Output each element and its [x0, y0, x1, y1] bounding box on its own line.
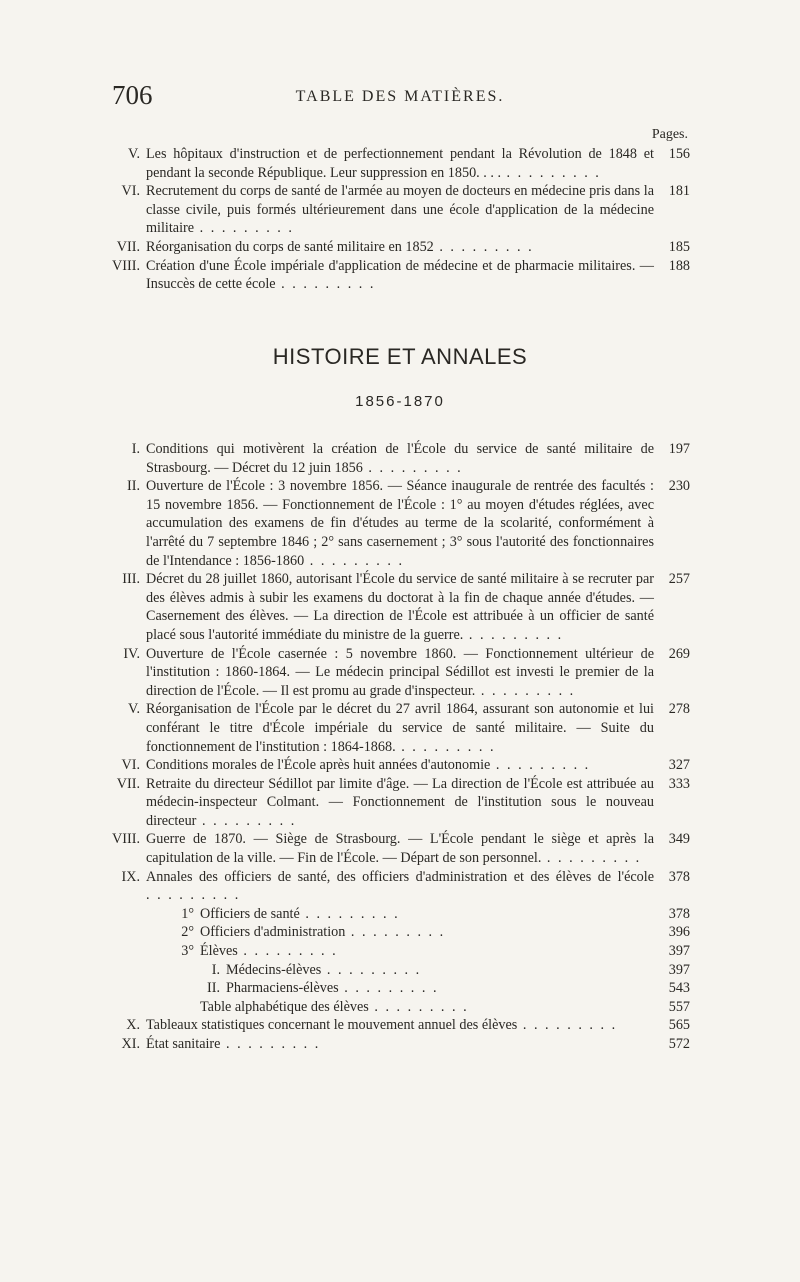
toc-entry-text: Retraite du directeur Sédillot par limite d'âge. — La direction de l'École est attribuée au médecin-inspecteur Colmant. — Fonctionnement de l'institution sous le nouveau directeur: [146, 775, 654, 829]
toc-entry-number: X.: [126, 1017, 140, 1034]
toc-entry-number: V.: [128, 701, 140, 718]
leader-dots: . . . . . . . . .: [196, 812, 297, 829]
toc-entry-page: 397: [668, 961, 690, 978]
toc-entry-number: 3°: [181, 943, 194, 960]
toc-entry: [110, 775, 690, 831]
toc-entry-text: Élèves: [200, 943, 238, 960]
toc-entry: [110, 1035, 690, 1054]
toc-entry-page: 278: [668, 701, 690, 718]
toc-entry-text: Conditions qui motivèrent la création de l'École du service de santé militaire de Strasbourg. — Décret du 12 juin 1856: [146, 441, 654, 476]
toc-entry-text: Table alphabétique des élèves: [200, 998, 369, 1015]
toc-entry-number: V.: [128, 146, 140, 162]
toc-entry-number: VII.: [116, 775, 140, 792]
toc-entry-page: 349: [668, 831, 690, 848]
leader-dots: . . . . . . . . .: [321, 961, 422, 978]
leader-dots: . . . . . . . . .: [368, 998, 469, 1015]
toc-entry: [110, 182, 690, 238]
leader-dots: . . . . . . . . .: [146, 887, 241, 904]
toc-entry: [110, 868, 690, 905]
leader-dots: . . . . . . . . .: [463, 626, 564, 643]
toc-entry: [110, 257, 690, 294]
toc-entry: [110, 998, 690, 1017]
toc-entry-text: Pharmaciens-élèves: [226, 980, 339, 997]
toc-entry: [110, 961, 690, 980]
pages-label: Pages.: [651, 127, 688, 142]
leader-dots: . . . . . . . . .: [541, 850, 642, 867]
toc-entry-text: Guerre de 1870. — Siège de Strasbourg. — L'École pendant le siège et après la capitulation de la ville. — Fin de l'École. — Départ de son personnel.: [146, 831, 654, 867]
leader-dots: . . . . . . . . .: [338, 980, 439, 997]
toc-entry-number: 2°: [181, 924, 194, 941]
toc-entry-number: VI.: [121, 183, 140, 200]
toc-entry-page: 156: [668, 146, 690, 162]
toc-entry-page: 333: [668, 775, 690, 792]
toc-entry-page: 378: [668, 868, 690, 885]
leader-dots: . . . . . . . . .: [362, 459, 463, 476]
toc-entry: [110, 477, 690, 570]
toc-entry-text: Conditions morales de l'École après huit années d'autonomie: [146, 757, 491, 774]
toc-entry-text: Tableaux statistiques concernant le mouvement annuel des élèves: [146, 1017, 518, 1034]
toc-entry: [110, 700, 690, 756]
toc-entry-text: Décret du 28 juillet 1860, autorisant l'École du service de santé militaire à se recruter par des élèves admis à subir les examens du doctorat à la fin de chaque année d'études. — Casernement des élèves. — La direction de l'École est attribuée à un officier de santé placé sous l'autorité immédiate du ministre de la guerre.: [146, 571, 654, 643]
toc-entry-page: 565: [668, 1017, 690, 1034]
toc-entry-number: [110, 998, 194, 1017]
toc-entry-number: I.: [211, 961, 220, 978]
toc-entry-number: VI.: [121, 757, 140, 774]
toc-entry-number: VII.: [116, 238, 140, 255]
toc-entry-page: 543: [668, 980, 690, 997]
top-toc-list: [110, 145, 690, 294]
toc-entry: [110, 923, 690, 942]
toc-entry-number: I.: [131, 441, 140, 457]
toc-entry-text: Création d'une École impériale d'application de médecine et de pharmacie militaires. — Insuccès de cette école: [146, 257, 654, 293]
toc-entry-number: 1°: [181, 905, 194, 922]
toc-entry-text: Officiers de santé: [200, 905, 300, 922]
page-number: 706: [112, 80, 153, 110]
toc-entry: [110, 979, 690, 998]
toc-entry: [110, 145, 690, 182]
toc-entry-text: Officiers d'administration: [200, 924, 346, 941]
toc-entry: [110, 570, 690, 644]
toc-entry-page: 396: [668, 924, 690, 941]
leader-dots: . . . . . . . . .: [395, 738, 496, 755]
toc-entry: [110, 756, 690, 775]
toc-entry-text: Ouverture de l'École : 3 novembre 1856. — Séance inaugurale de rentrée des facultés : 15 novembre 1856. — Fonctionnement de l'École : 1° au moyen d'études réglées, avec accumulation des examens de fin d'études au terme de la scolarité, conformément à l'arrêté du 7 septembre 1846 ; 2° sans casernement ; 3° sous l'autorité des fonctionnaires de l'Intendance : 1856-1860: [146, 478, 654, 569]
leader-dots: . . . . . . . . .: [304, 552, 405, 569]
leader-dots: . . . . . . . . .: [237, 943, 338, 960]
toc-entry-number: II.: [127, 478, 140, 495]
toc-entry-page: 188: [668, 257, 690, 274]
toc-entry-page: 230: [668, 478, 690, 495]
toc-entry-page: 181: [668, 183, 690, 200]
leader-dots: . . . . . . . . .: [299, 905, 400, 922]
leader-dots: . . . . . . . . .: [517, 1017, 618, 1034]
toc-entry-page: 572: [668, 1036, 690, 1052]
toc-entry-page: 269: [668, 645, 690, 662]
toc-entry: [110, 830, 690, 867]
toc-entry-text: État sanitaire: [146, 1036, 221, 1052]
toc-entry-number: III.: [122, 571, 140, 588]
history-toc-list: [110, 440, 690, 1054]
toc-entry-text: Recrutement du corps de santé de l'armée au moyen de docteurs en médecine pris dans la classe civile, puis formés ultérieurement dans une école d'application de la médecine militaire: [146, 183, 654, 237]
toc-entry-number: IX.: [121, 868, 140, 885]
toc-entry-page: 378: [668, 905, 690, 922]
toc-entry-text: Annales des officiers de santé, des officiers d'administration et des élèves de l'école: [146, 868, 654, 885]
toc-entry-page: 185: [668, 238, 690, 255]
toc-entry-page: 397: [668, 943, 690, 960]
leader-dots: . . . . . . . . .: [490, 757, 591, 774]
section-title: HISTOIRE ET ANNALES: [272, 344, 528, 369]
toc-entry-number: XI.: [121, 1036, 140, 1052]
toc-entry-text: Médecins-élèves: [226, 961, 322, 978]
leader-dots: . . . . . . . . .: [194, 220, 294, 237]
running-head: TABLE DES MATIÈRES.: [295, 88, 505, 105]
leader-dots: . . . . . . . . .: [433, 238, 534, 255]
leader-dots: . . . . . . . . .: [275, 276, 376, 293]
toc-entry-text: Réorganisation de l'École par le décret du 27 avril 1864, assurant son autonomie et lui conférant le titre d'École impériale du service de santé militaire. — Suite du fonctionnement de l'institution : 1864-1868.: [146, 701, 654, 755]
toc-entry-page: 257: [668, 571, 690, 588]
toc-entry-text: Les hôpitaux d'instruction et de perfectionnement pendant la Révolution de 1848 et pendant la seconde République. Leur suppression en 1850. . . .: [146, 146, 654, 181]
toc-entry: [110, 238, 690, 257]
toc-entry-page: 557: [668, 998, 690, 1015]
toc-entry-text: Réorganisation du corps de santé militaire en 1852: [146, 238, 434, 255]
toc-entry-number: II.: [207, 980, 220, 997]
toc-entry: [110, 1016, 690, 1035]
toc-entry: [110, 440, 690, 477]
toc-entry: [110, 645, 690, 701]
toc-entry-number: VIII.: [112, 831, 140, 848]
leader-dots: . . . . . . . . .: [345, 924, 446, 941]
section-years: 1856-1870: [355, 393, 445, 410]
toc-entry-page: 197: [668, 441, 690, 457]
leader-dots: . . . . . . . . .: [475, 682, 576, 699]
toc-entry: [110, 905, 690, 924]
leader-dots: . . . . . . . . .: [501, 164, 601, 181]
toc-entry-text: Ouverture de l'École casernée : 5 novembre 1860. — Fonctionnement ultérieur de l'institution : 1860-1864. — Le médecin principal Sédillot est investi le premier de la direction de l'École. — Il est promu au grade d'inspecteur.: [146, 645, 654, 699]
toc-entry-number: IV.: [123, 645, 140, 662]
toc-entry: [110, 942, 690, 961]
leader-dots: . . . . . . . . .: [220, 1036, 321, 1052]
toc-entry-number: VIII.: [112, 257, 140, 274]
toc-entry-page: 327: [668, 757, 690, 774]
